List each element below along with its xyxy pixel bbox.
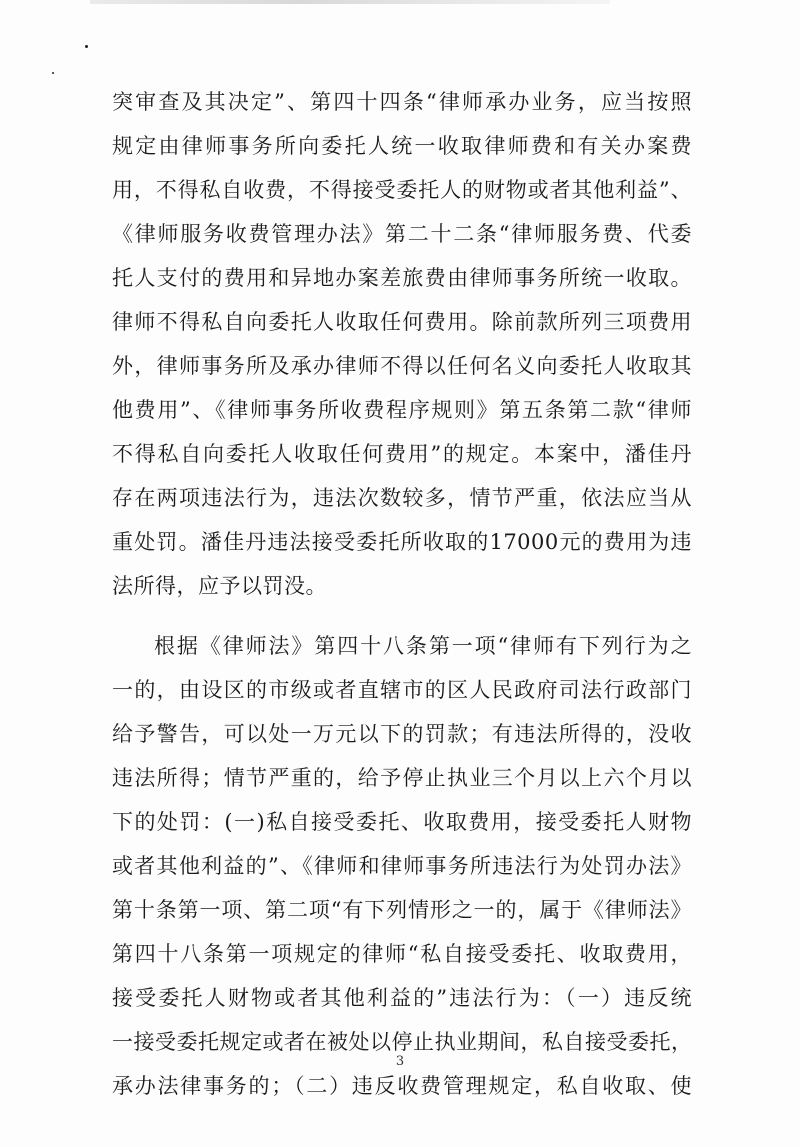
text-line: 违法所得；情节严重的，给予停止执业三个月以上六个月以 bbox=[112, 766, 692, 790]
text-line: 存在两项违法行为，违法次数较多，情节严重，依法应当从 bbox=[112, 486, 692, 510]
scan-speck bbox=[85, 45, 88, 48]
text-line: 托人支付的费用和异地办案差旅费由律师事务所统一收取。 bbox=[112, 266, 692, 290]
text-line: 律师不得私自向委托人收取任何费用。除前款所列三项费用 bbox=[112, 310, 692, 334]
text-line: 重处罚。潘佳丹违法接受委托所收取的17000元的费用为违 bbox=[112, 530, 692, 554]
page-number: 3 bbox=[395, 1054, 405, 1069]
text-line: 第四十八条第一项规定的律师“私自接受委托、收取费用， bbox=[112, 942, 692, 966]
text-line: 突审查及其决定”、第四十四条“律师承办业务，应当按照 bbox=[112, 90, 692, 114]
text-line: 接受委托人财物或者其他利益的”违法行为：（一）违反统 bbox=[112, 986, 692, 1010]
scan-speck bbox=[52, 72, 54, 74]
text-line: 一的，由设区的市级或者直辖市的区人民政府司法行政部门 bbox=[112, 678, 692, 702]
text-line: 或者其他利益的”、《律师和律师事务所违法行为处罚办法》 bbox=[112, 854, 692, 878]
text-line: 一接受委托规定或者在被处以停止执业期间，私自接受委托， bbox=[112, 1030, 693, 1054]
text-line: 外，律师事务所及承办律师不得以任何名义向委托人收取其 bbox=[112, 354, 692, 378]
text-line: 不得私自向委托人收取任何费用”的规定。本案中，潘佳丹 bbox=[112, 442, 692, 466]
text-line: 规定由律师事务所向委托人统一收取律师费和有关办案费 bbox=[112, 134, 692, 158]
text-line: 《律师服务收费管理办法》第二十二条“律师服务费、代委 bbox=[112, 222, 692, 246]
text-line: 他费用”、《律师事务所收费程序规则》第五条第二款“律师 bbox=[112, 398, 692, 422]
paragraph-1 bbox=[112, 80, 692, 608]
text-line: 承办法律事务的；（二）违反收费管理规定，私自收取、使 bbox=[112, 1074, 692, 1098]
paragraph-gap bbox=[112, 608, 692, 624]
text-line: 根据《律师法》第四十八条第一项“律师有下列行为之 bbox=[154, 634, 692, 658]
paragraph-2 bbox=[112, 624, 692, 1108]
text-line: 下的处罚：(一)私自接受委托、收取费用，接受委托人财物 bbox=[112, 810, 692, 834]
text-line: 用，不得私自收费，不得接受委托人的财物或者其他利益”、 bbox=[112, 178, 692, 202]
text-line: 第十条第一项、第二项“有下列情形之一的，属于《律师法》 bbox=[112, 898, 692, 922]
text-line: 法所得，应予以罚没。 bbox=[112, 574, 327, 598]
scan-edge-artifact bbox=[90, 0, 610, 4]
text-line: 给予警告，可以处一万元以下的罚款；有违法所得的，没收 bbox=[112, 722, 692, 746]
document-body bbox=[112, 80, 692, 1108]
